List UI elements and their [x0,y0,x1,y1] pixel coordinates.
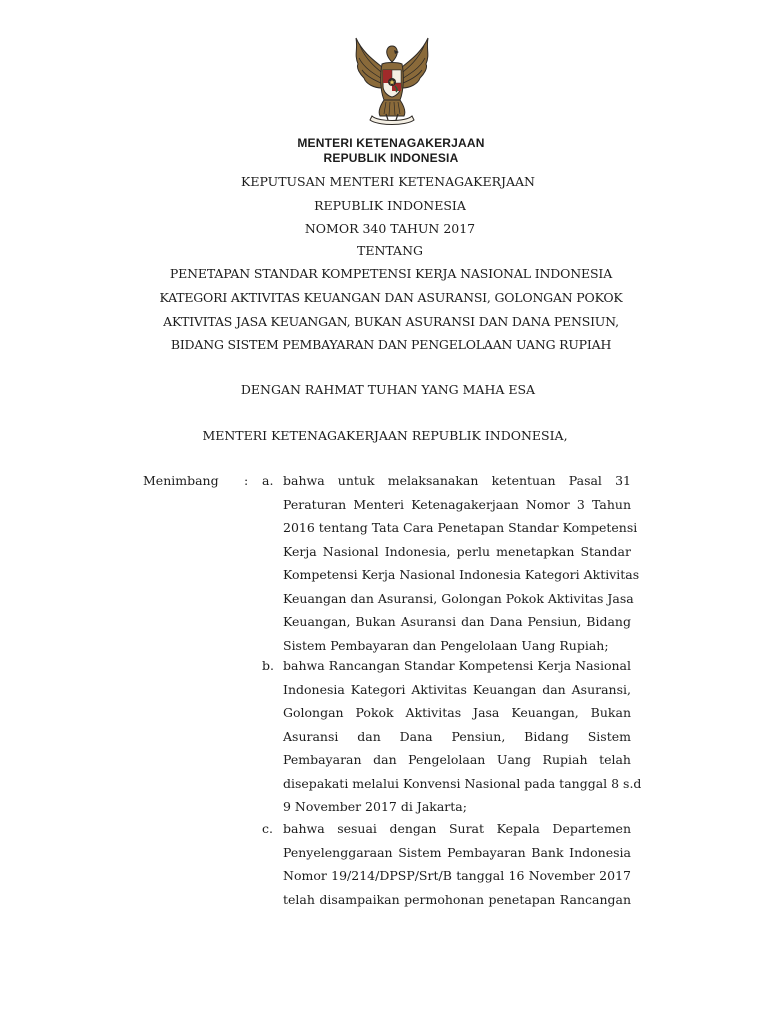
decree-number: NOMOR 340 TAHUN 2017 [304,221,476,236]
item-line: bahwa untuk melaksanakan ketentuan Pasal 31 [283,473,631,488]
considering-item-b [283,658,642,823]
item-line: telah disampaikan permohonan penetapan Rancangan [283,891,631,907]
item-line: Indonesia Kategori Aktivitas Keuangan dan Asuransi, [283,681,631,697]
item-line: Keuangan, Bukan Asuransi dan Dana Pensiun, Bidang [283,614,631,629]
invocation: DENGAN RAHMAT TUHAN YANG MAHA ESA [240,382,536,397]
considering-item-c [283,821,631,915]
decree-title: KEPUTUSAN MENTERI KETENAGAKERJAAN [241,174,535,189]
item-line: Peraturan Menteri Ketenagakerjaan Nomor 3 Tahun [283,496,631,512]
item-line: Pembayaran dan Pengelolaan Uang Rupiah telah [283,752,631,767]
decree-subject-line: PENETAPAN STANDAR KOMPETENSI KERJA NASIONAL INDONESIA [169,266,613,281]
item-letter: b. [262,658,274,673]
ministry-title: MENTERI KETENAGAKERJAAN [297,136,485,150]
considering-colon: : [244,473,249,488]
considering-label: Menimbang [143,473,219,488]
garuda-emblem-icon [350,34,434,126]
decree-subject-line: AKTIVITAS JASA KEUANGAN, BUKAN ASURANSI DAN DANA PENSIUN, [163,314,619,329]
item-line: 2016 tentang Tata Cara Penetapan Standar Kompetensi [283,520,638,535]
item-line: 9 November 2017 di Jakarta; [283,799,467,814]
item-line: disepakati melalui Konvensi Nasional pada tanggal 8 s.d [283,775,642,791]
considering-item-a [283,473,640,661]
decree-country: REPUBLIK INDONESIA [314,198,466,213]
decree-subject-line: BIDANG SISTEM PEMBAYARAN DAN PENGELOLAAN UANG RUPIAH [170,337,612,352]
decree-about: TENTANG [356,243,423,258]
item-letter: c. [262,821,273,836]
decree-subject-line: KATEGORI AKTIVITAS KEUANGAN DAN ASURANSI, GOLONGAN POKOK [159,290,623,305]
item-line: Golongan Pokok Aktivitas Jasa Keuangan, Bukan [283,705,631,720]
item-line: Asuransi dan Dana Pensiun, Bidang Sistem [283,728,631,744]
ministry-country: REPUBLIK INDONESIA [323,151,459,165]
issuer-line: MENTERI KETENAGAKERJAAN REPUBLIK INDONESIA, [202,428,568,443]
item-line: Nomor 19/214/DPSP/Srt/B tanggal 16 November 2017 [283,868,631,883]
item-line: Sistem Pembayaran dan Pengelolaan Uang Rupiah; [283,637,609,653]
item-line: Keuangan dan Asuransi, Golongan Pokok Aktivitas Jasa [283,590,634,606]
item-line: bahwa Rancangan Standar Kompetensi Kerja Nasional [283,658,631,673]
item-letter: a. [262,473,274,488]
item-line: Penyelenggaraan Sistem Pembayaran Bank Indonesia [283,844,631,860]
item-line: Kompetensi Kerja Nasional Indonesia Kategori Aktivitas [283,567,640,582]
item-line: bahwa sesuai dengan Surat Kepala Departemen [283,821,631,836]
item-line: Kerja Nasional Indonesia, perlu menetapkan Standar [283,543,631,559]
